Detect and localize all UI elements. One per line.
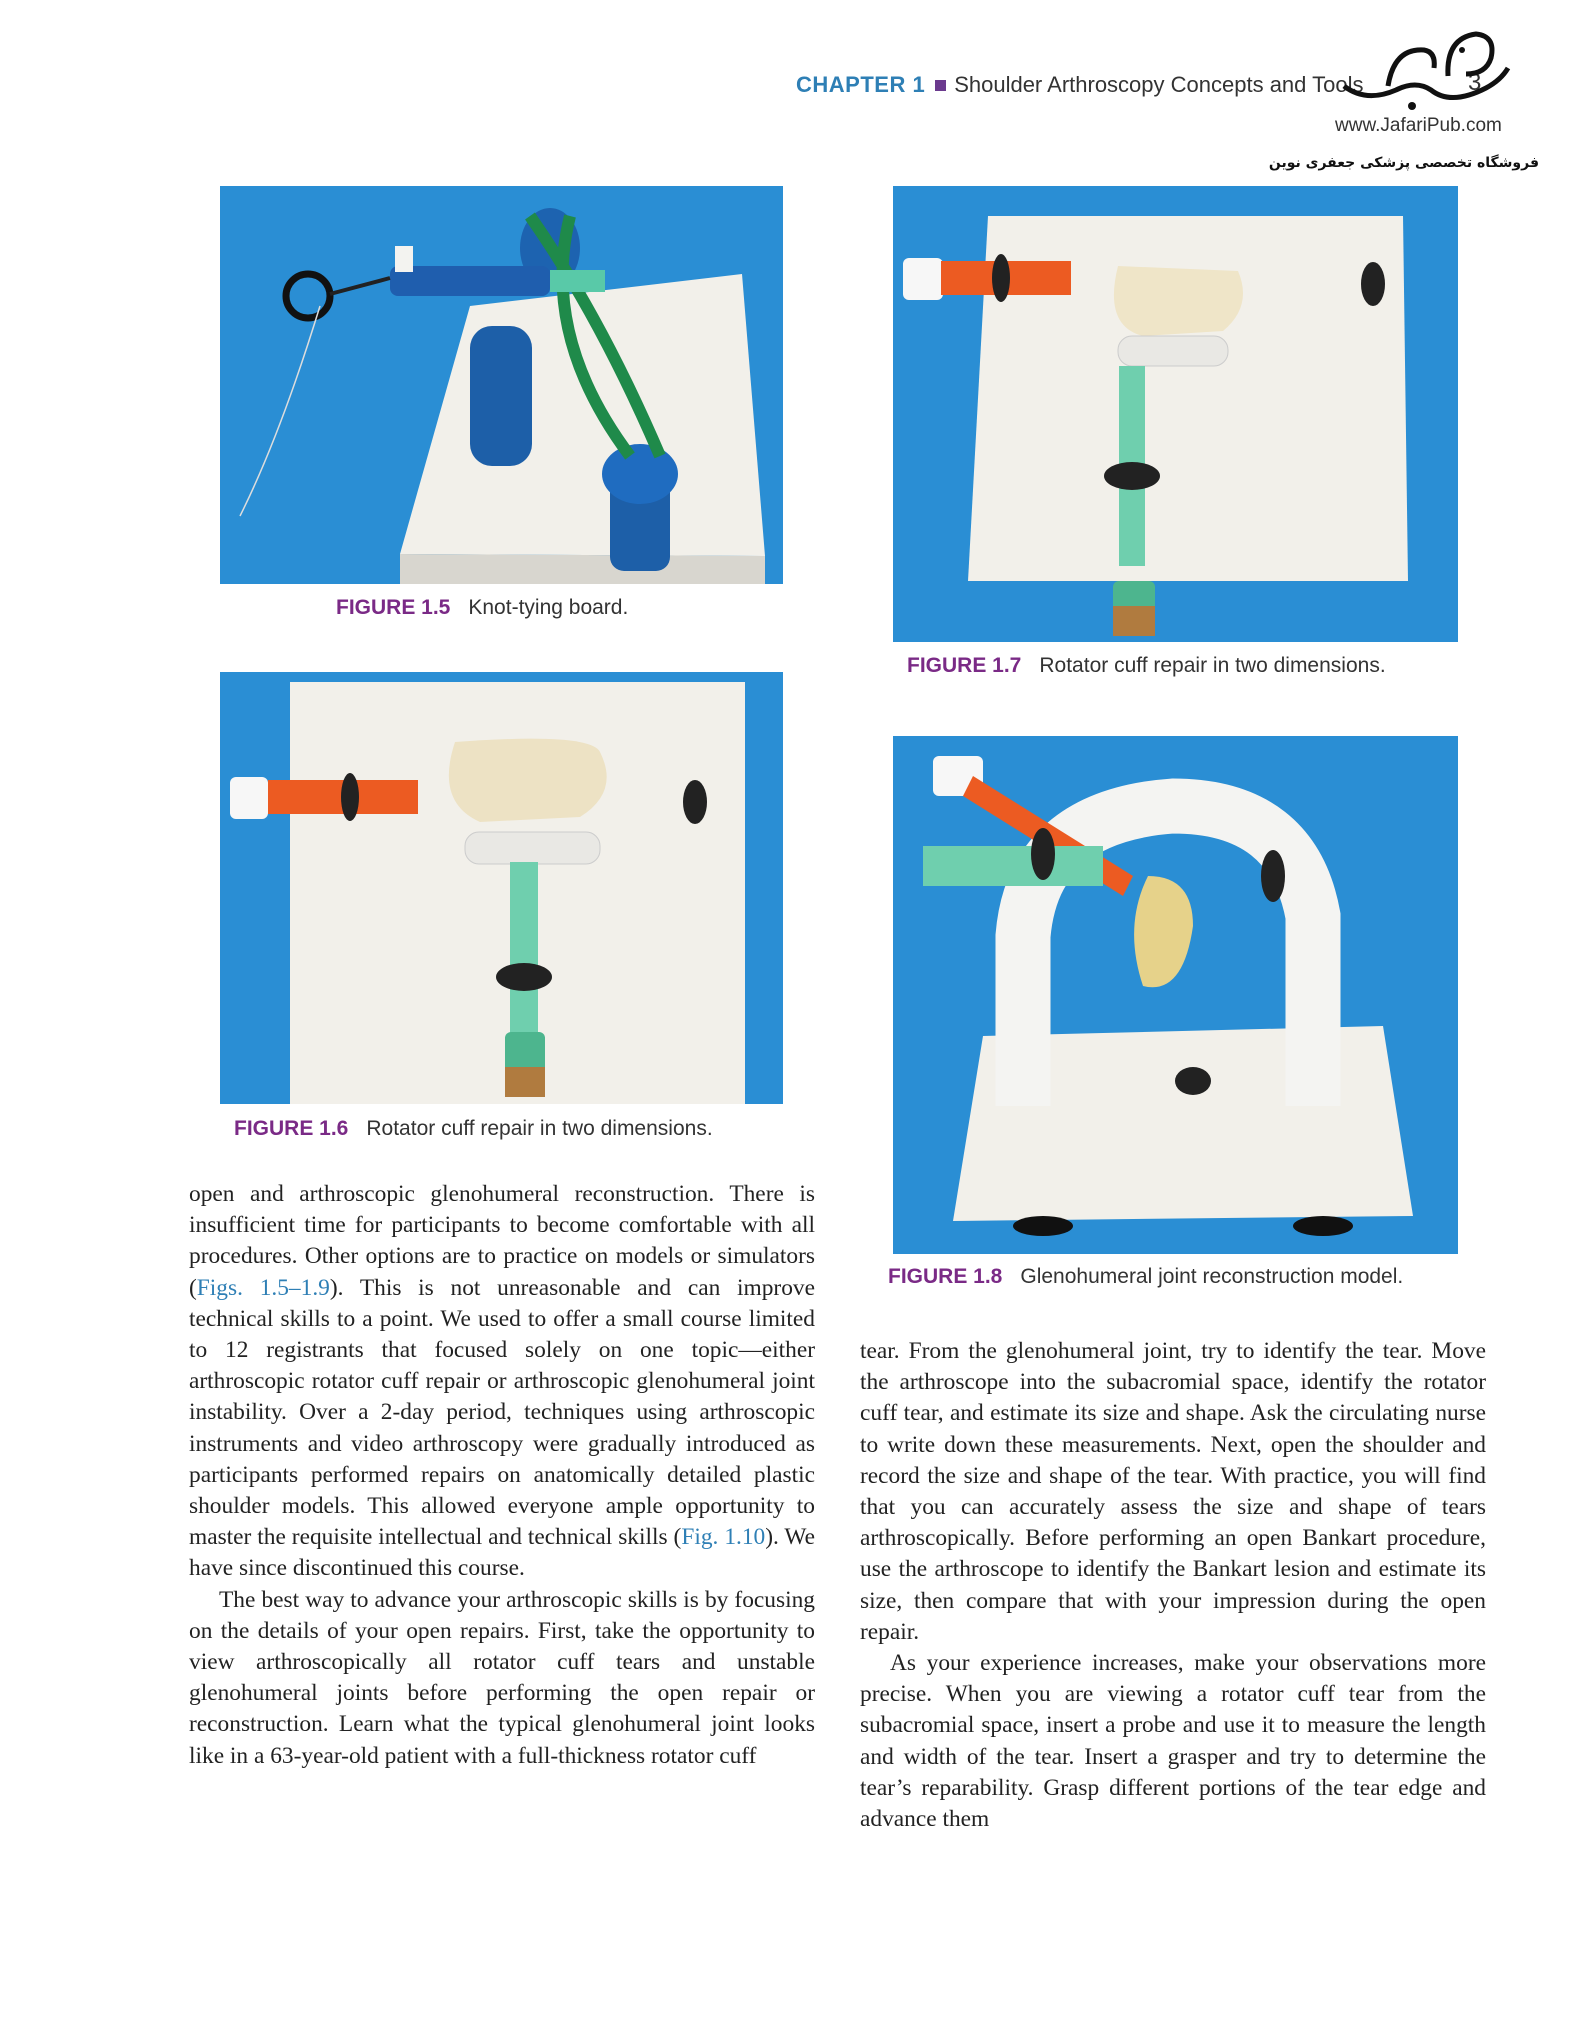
figure-label: FIGURE 1.7	[907, 654, 1022, 677]
figure-caption-text: Rotator cuff repair in two dimensions.	[1039, 654, 1386, 677]
running-header	[796, 72, 1363, 98]
figure-1-5-caption	[336, 596, 628, 620]
figure-reference-link[interactable]: Fig. 1.10	[681, 1524, 766, 1551]
watermark-persian: فروشگاه تخصصی پزشکی جعفری نوین	[1268, 155, 1539, 171]
figure-caption-text: Knot-tying board.	[468, 596, 629, 619]
body-column-right	[860, 1336, 1486, 1835]
chapter-label: CHAPTER 1	[796, 72, 926, 97]
figure-caption-text: Rotator cuff repair in two dimensions.	[366, 1117, 713, 1140]
figure-label: FIGURE 1.6	[234, 1117, 349, 1140]
figure-1-8-caption	[888, 1265, 1403, 1289]
paragraph: The best way to advance your arthroscopic skills is by focusing on the details of your open repairs. First, take the opportunity to view arthroscopically all rotator cuff tears and unstable glenohumeral joints before performing the open repair or reconstruction. Learn what the typical glenohumeral joint looks like in a 63-year-old patient with a full-thickness rotator cuff	[189, 1586, 815, 1769]
paragraph: tear. From the glenohumeral joint, try to identify the tear. Move the arthroscope into the subacromial space, identify the rotator cuff tear, and estimate its size and shape. Ask the circulating nurse to write down these measurements. Next, open the shoulder and record the size and shape of the tear. With practice, you will find that you can accurately assess the size and shape of tears arthroscopically. Before performing an open Bankart procedure, use the arthroscope to identify the Bankart lesion and estimate its size, then compare that with your impression during the open repair.	[860, 1338, 1486, 1645]
watermark-url: www.JafariPub.com	[1335, 115, 1502, 136]
header-bullet	[935, 80, 946, 91]
figure-1-8-image	[893, 736, 1458, 1254]
figure-1-6-caption	[234, 1117, 713, 1141]
page-number: 3	[1468, 69, 1482, 96]
figure-1-7-image	[893, 186, 1458, 642]
figure-label: FIGURE 1.8	[888, 1265, 1003, 1288]
figure-1-7-caption	[907, 654, 1386, 678]
figure-1-5-image	[220, 186, 783, 584]
paragraph: open and arthroscopic glenohumeral reconstruction. There is insufficient time for participants to become comfortable with all procedures. Other options are to practice on models or simulators (Figs. 1.5–1.9). This is not unreasonable and can improve technical skills to a point. We used to offer a small course limited to 12 registrants that focused solely on one topic—either arthroscopic rotator cuff repair or arthroscopic glenohumeral joint instability. Over a 2-day period, techniques using arthroscopic instruments and video arthroscopy were gradually introduced as participants performed repairs on anatomically detailed plastic shoulder models. This allowed everyone ample opportunity to master the requisite intellectual and technical skills (Fig. 1.10). We have since discontinued this course.	[189, 1181, 816, 1582]
publisher-logo	[1336, 28, 1518, 114]
paragraph: As your experience increases, make your observations more precise. When you are viewing a rotator cuff tear from the subacromial space, insert a probe and use it to measure the length and width of the tear. Insert a grasper and try to determine the tear’s reparability. Grasp different portions of the tear edge and advance them	[860, 1650, 1486, 1833]
figure-1-6-image	[220, 672, 783, 1104]
figure-caption-text: Glenohumeral joint reconstruction model.	[1020, 1265, 1404, 1288]
figure-label: FIGURE 1.5	[336, 596, 451, 619]
figure-reference-link[interactable]: Figs. 1.5–1.9	[196, 1274, 330, 1301]
chapter-title: Shoulder Arthroscopy Concepts and Tools	[954, 72, 1364, 97]
body-column-left	[189, 1179, 815, 1772]
